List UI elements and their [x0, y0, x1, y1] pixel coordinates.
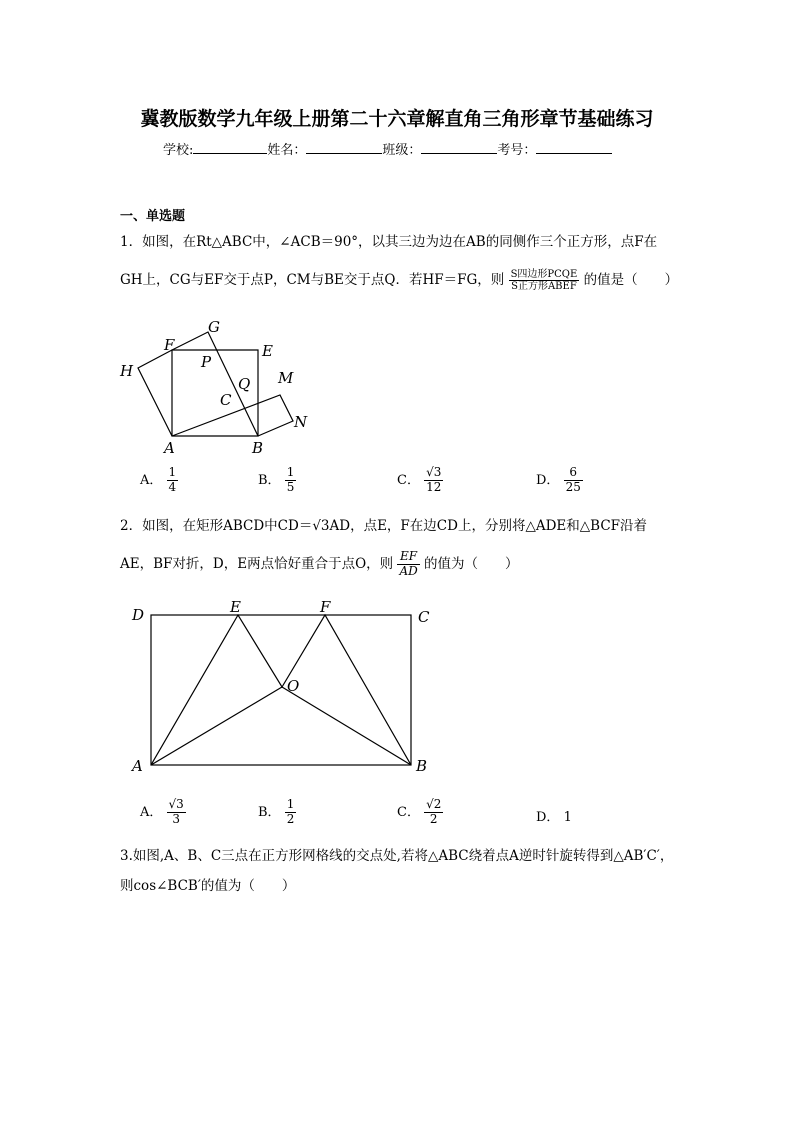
option-num: √2 — [426, 797, 442, 811]
id-blank[interactable] — [536, 141, 612, 154]
option-num: √3 — [168, 797, 184, 811]
class-blank[interactable] — [421, 141, 497, 154]
section-heading: 一、单选题 — [120, 209, 186, 224]
label-O: O — [287, 677, 300, 695]
q2-option-a[interactable] — [140, 798, 186, 827]
label-G: G — [208, 318, 220, 336]
label-A: A — [164, 439, 175, 457]
q2-frac-num: EF — [397, 550, 419, 565]
q2-option-b[interactable] — [258, 798, 296, 827]
label-H: H — [120, 362, 134, 380]
school-blank[interactable] — [193, 141, 267, 154]
label-B: B — [252, 439, 264, 457]
q3-line2: 则cos∠BCB′的值为（ ） — [120, 878, 296, 894]
label-E: E — [230, 598, 241, 616]
label-N: N — [294, 413, 308, 431]
q2-line2 — [120, 550, 519, 579]
document-title: 冀教版数学九年级上册第二十六章解直角三角形章节基础练习 — [140, 108, 654, 130]
option-letter: D． — [536, 472, 560, 488]
class-label: 班级： — [382, 143, 422, 158]
q1-frac-den: S正方形ABEF — [511, 281, 577, 292]
q2-rectangle-abcd — [151, 615, 411, 765]
option-num: 1 — [168, 465, 177, 479]
option-letter: B． — [258, 804, 281, 820]
q1-line1: 1．如图，在Rt△ABC中，∠ACB＝90°，以其三边为边在AB的同侧作三个正方形，点F在 — [120, 234, 658, 250]
label-M: M — [278, 369, 294, 387]
school-label: 学校: — [163, 143, 194, 158]
option-letter: C． — [397, 472, 420, 488]
option-num: 1 — [286, 797, 295, 811]
q2-fold-lines — [151, 615, 411, 765]
q2-figure — [125, 595, 440, 780]
q1-option-d[interactable] — [536, 466, 583, 495]
q1-figure — [110, 315, 320, 460]
q2-option-d[interactable] — [536, 806, 572, 825]
option-den: 5 — [286, 479, 295, 494]
label-C: C — [418, 608, 430, 626]
q2-line1: 2．如图，在矩形ABCD中CD＝√3AD，点E，F在边CD上，分别将△ADE和△BCF沿着 — [120, 518, 648, 534]
option-den: 2 — [429, 811, 438, 826]
option-den: 25 — [565, 479, 581, 494]
label-D: D — [132, 606, 145, 624]
q2-ratio-fraction — [397, 550, 419, 579]
q1-line2-pre: GH上，CG与EF交于点P，CM与BE交于点Q．若HF＝FG，则 — [120, 272, 505, 288]
option-den: 3 — [172, 811, 180, 826]
q1-ratio-fraction — [509, 269, 580, 293]
q1-line2-post: 的值是（ ） — [583, 272, 679, 288]
name-blank[interactable] — [306, 141, 382, 154]
option-den: 4 — [168, 479, 177, 494]
option-num: √3 — [426, 465, 442, 479]
id-label: 考号： — [497, 143, 537, 158]
student-info-line — [163, 139, 612, 158]
name-label: 姓名： — [267, 143, 307, 158]
label-E: E — [262, 342, 273, 360]
label-P: P — [201, 353, 212, 371]
option-letter: B． — [258, 472, 281, 488]
option-den: 2 — [286, 811, 295, 826]
label-F: F — [164, 336, 175, 354]
q2-segment-ob — [282, 687, 411, 765]
q1-option-c[interactable] — [397, 466, 443, 495]
option-letter: A． — [140, 804, 163, 820]
q2-line2-post: 的值为（ ） — [424, 555, 519, 572]
q1-line2 — [120, 268, 678, 293]
q2-option-c[interactable] — [397, 798, 443, 827]
q1-option-b[interactable] — [258, 466, 296, 495]
option-num: 1 — [286, 465, 295, 479]
q1-square-abef — [172, 350, 258, 436]
q2-segment-ao — [151, 687, 282, 765]
option-den: 12 — [426, 479, 442, 494]
option-letter: C． — [397, 804, 420, 820]
q1-option-a[interactable] — [140, 466, 178, 495]
label-F: F — [320, 598, 331, 616]
q1-square-on-bc — [172, 395, 293, 436]
option-letter: A． — [140, 472, 163, 488]
q2-line2-pre: AE，BF对折，D，E两点恰好重合于点O，则 — [120, 555, 394, 572]
label-C: C — [220, 391, 232, 409]
option-letter: D． — [536, 810, 560, 825]
q1-frac-num: S四边形PCQE — [510, 268, 578, 280]
q2-frac-den: AD — [399, 563, 418, 578]
label-A: A — [132, 757, 143, 775]
label-Q: Q — [238, 375, 251, 393]
q3-line1: 3.如图,A、B、C三点在正方形网格线的交点处,若将△ABC绕着点A逆时针旋转得到△AB′C′， — [120, 848, 674, 864]
option-value: 1 — [563, 810, 572, 825]
option-num: 6 — [564, 466, 583, 481]
label-B: B — [416, 757, 428, 775]
